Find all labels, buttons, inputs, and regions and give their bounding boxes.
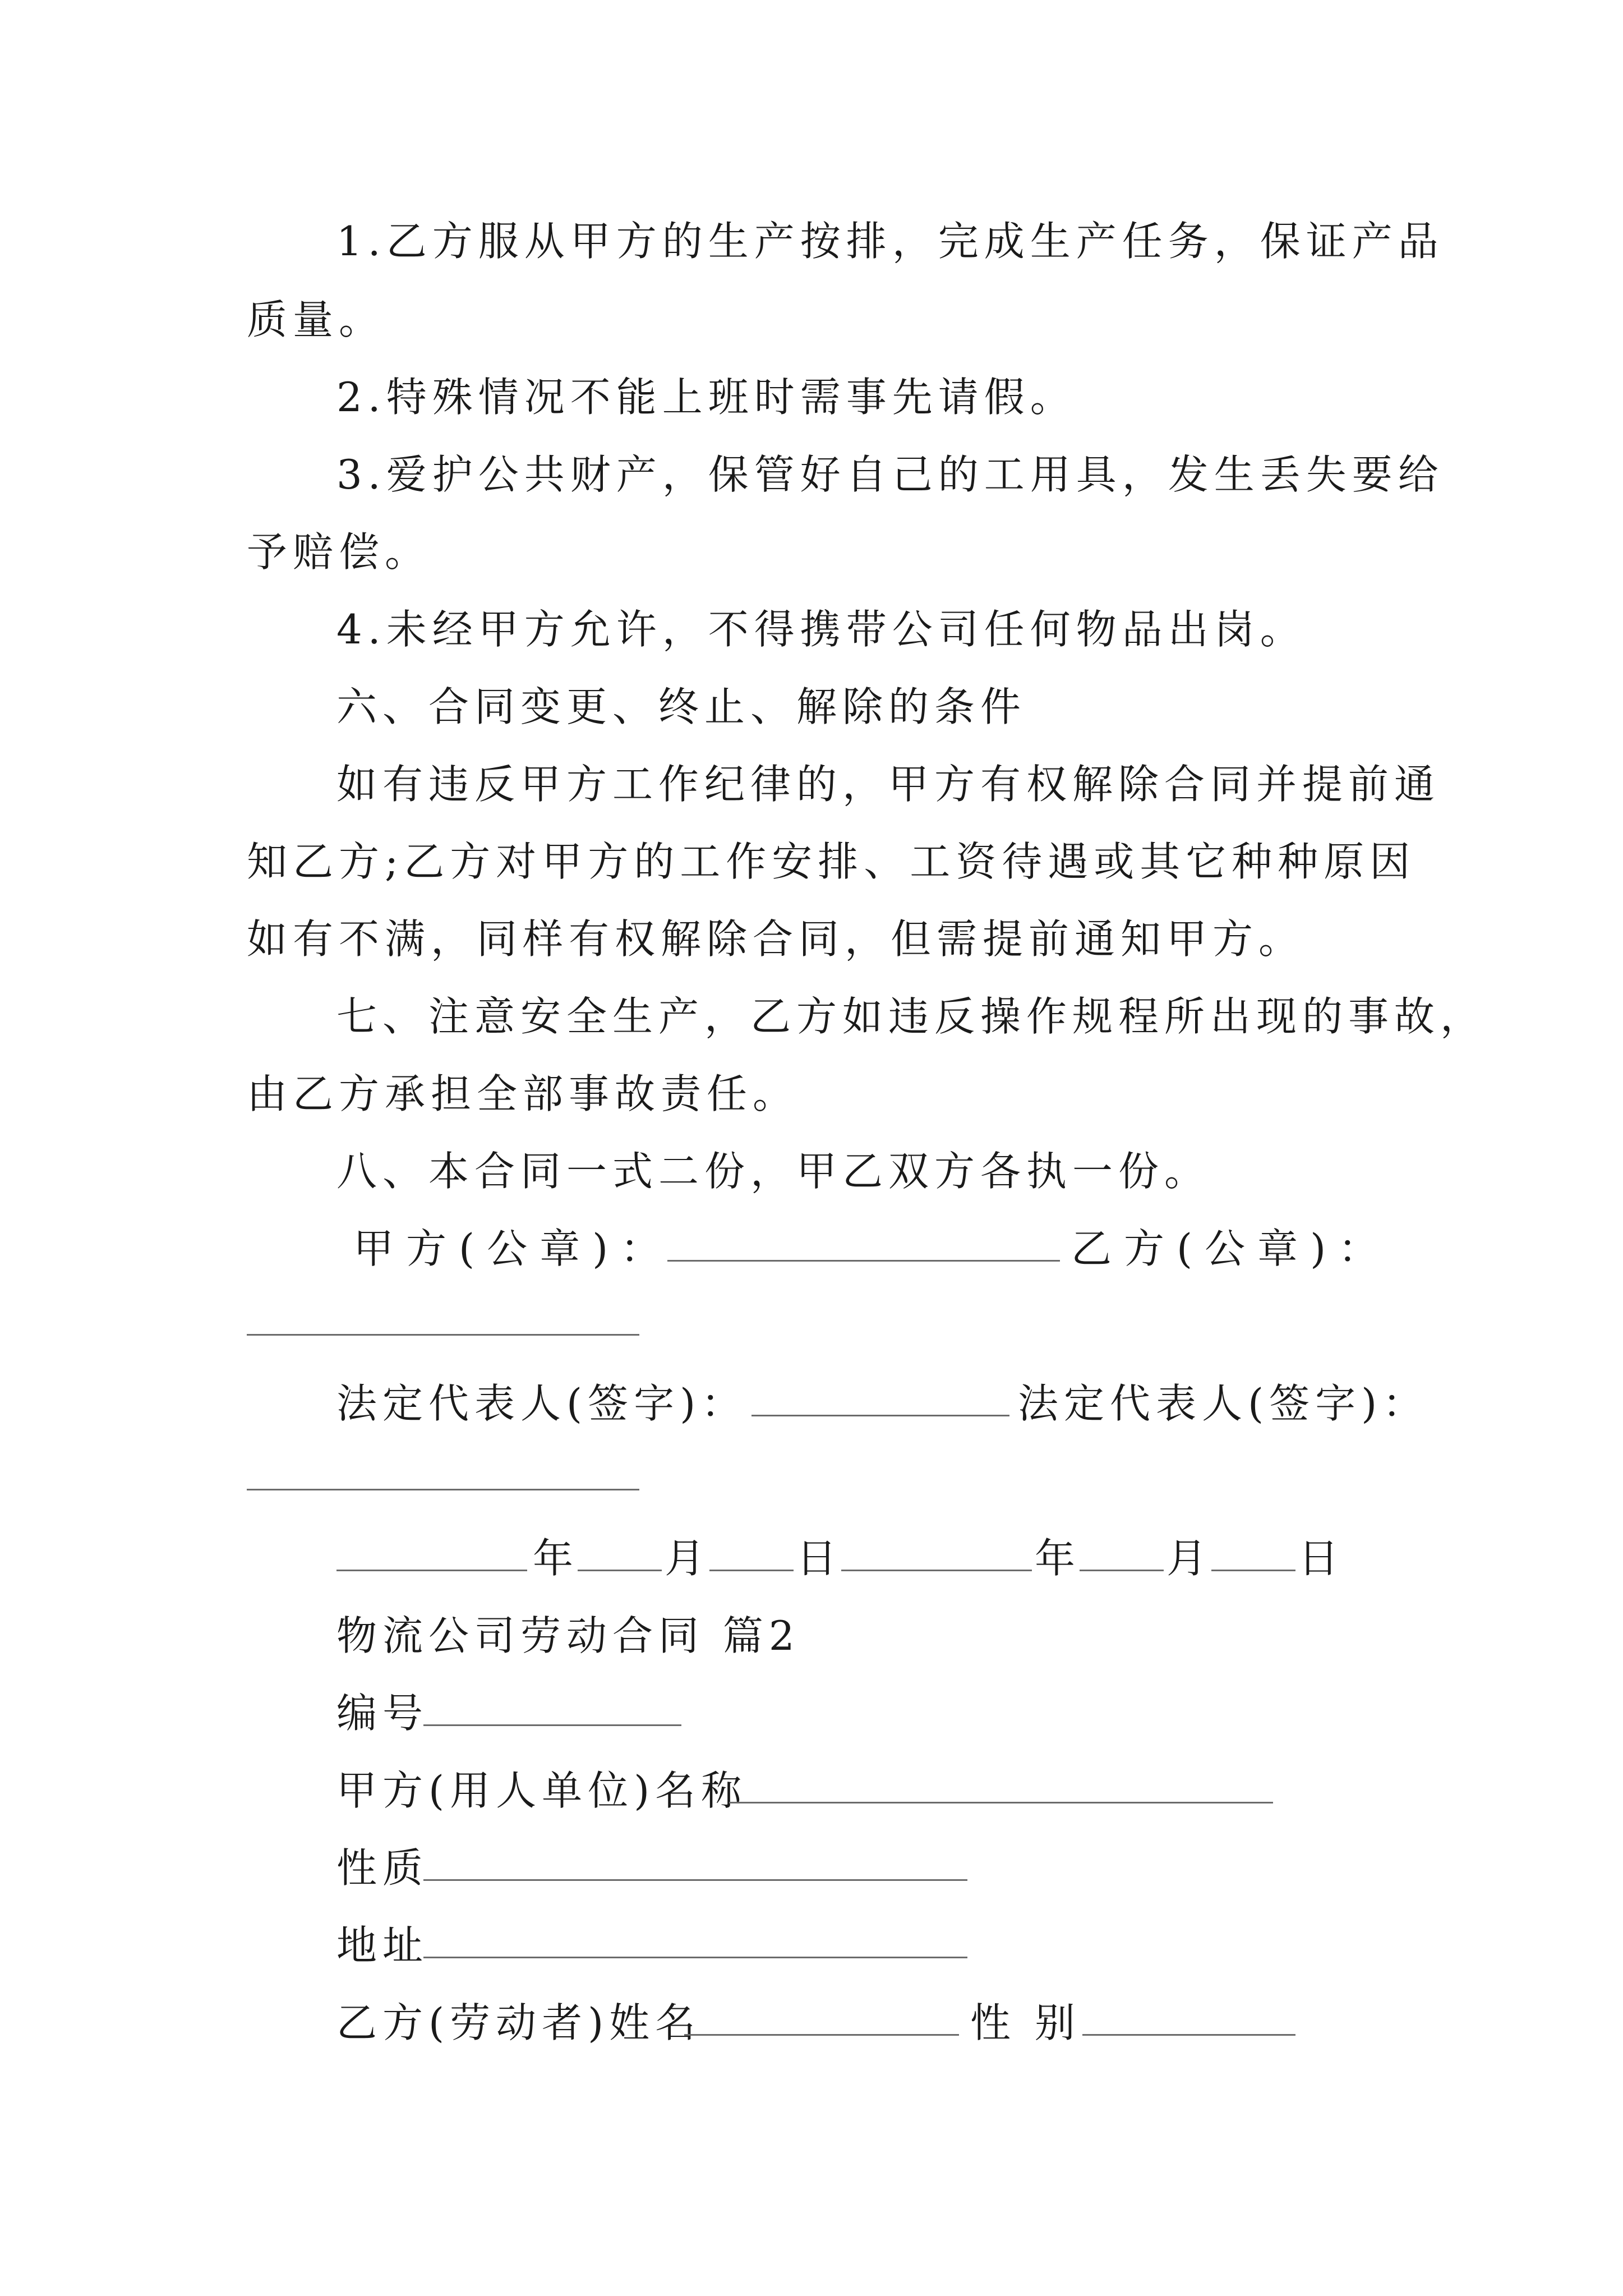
clause-3-line-2: 予赔偿。 <box>247 528 431 576</box>
number-label: 编号 <box>336 1690 429 1737</box>
section-7-line-2: 由乙方承担全部事故责任。 <box>247 1070 799 1117</box>
section-6-line-3: 如有不满，同样有权解除合同，但需提前通知甲方。 <box>247 915 1305 963</box>
section-6-title: 六、合同变更、终止、解除的条件 <box>336 683 1027 730</box>
clause-1-line-2: 质量。 <box>247 296 385 343</box>
party-b-day-line <box>1211 1570 1295 1571</box>
number-line <box>423 1724 681 1726</box>
party-b-seal-line <box>247 1334 639 1336</box>
clause-3-line-1: 3.爱护公共财产，保管好自己的工用具，发生丢失要给 <box>336 451 1444 498</box>
address-line <box>423 1957 967 1958</box>
section-6-line-2: 知乙方;乙方对甲方的工作安排、工资待遇或其它种种原因 <box>247 838 1416 885</box>
party-a-day-line <box>709 1570 794 1571</box>
party-b-month-label: 月 <box>1166 1535 1213 1582</box>
party-a-rep-label: 法定代表人(签字)： <box>336 1380 748 1427</box>
contract-2-title: 物流公司劳动合同 篇2 <box>336 1612 800 1659</box>
clause-4: 4.未经甲方允许，不得携带公司任何物品出岗。 <box>336 606 1306 653</box>
address-label: 地址 <box>336 1922 429 1969</box>
party-a-year-label: 年 <box>533 1535 579 1582</box>
party-b-rep-line <box>247 1489 639 1490</box>
party-b-month-line <box>1080 1570 1164 1571</box>
party-b-rep-label: 法定代表人(签字)： <box>1018 1380 1429 1427</box>
party-a-year-line <box>336 1570 527 1571</box>
party-a-day-label: 日 <box>796 1535 843 1582</box>
employee-name-label: 乙方(劳动者)姓名 <box>336 1999 702 2046</box>
clause-1-line-1: 1.乙方服从甲方的生产按排，完成生产任务，保证产品 <box>336 218 1444 265</box>
nature-label: 性质 <box>336 1844 429 1892</box>
gender-line <box>1082 2034 1295 2036</box>
party-b-seal-label: 乙方(公章)： <box>1071 1225 1391 1272</box>
party-b-day-label: 日 <box>1298 1535 1345 1582</box>
section-6-line-1: 如有违反甲方工作纪律的，甲方有权解除合同并提前通 <box>336 761 1441 808</box>
party-b-year-line <box>841 1570 1032 1571</box>
party-a-rep-line <box>751 1415 1009 1416</box>
party-a-seal-line <box>667 1260 1060 1262</box>
clause-2: 2.特殊情况不能上班时需事先请假。 <box>336 374 1076 421</box>
employer-name-label: 甲方(用人单位)名称 <box>336 1767 748 1814</box>
section-8: 八、本合同一式二份，甲乙双方各执一份。 <box>336 1148 1211 1195</box>
employee-name-line <box>684 2034 959 2036</box>
nature-line <box>423 1879 967 1881</box>
gender-label: 性 别 <box>970 1999 1081 2046</box>
employer-name-line <box>729 1802 1273 1803</box>
section-7-line-1: 七、注意安全生产，乙方如违反操作规程所出现的事故， <box>336 993 1487 1040</box>
party-a-month-line <box>578 1570 662 1571</box>
party-a-seal-label: 甲方(公章)： <box>353 1225 674 1272</box>
party-b-year-label: 年 <box>1035 1535 1081 1582</box>
party-a-month-label: 月 <box>665 1535 711 1582</box>
